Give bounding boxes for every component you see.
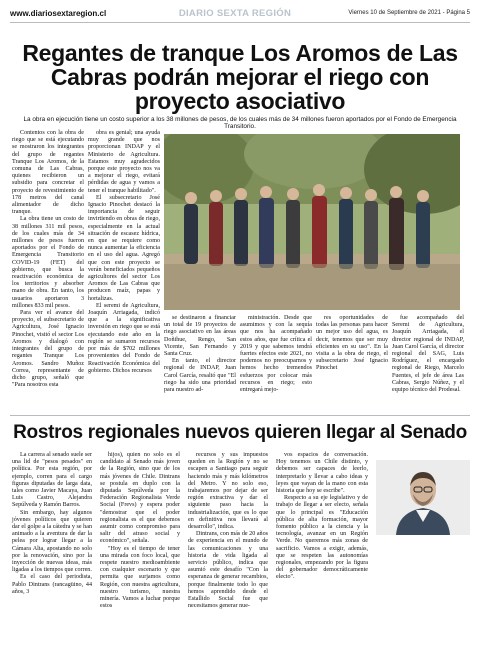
portrait-image bbox=[376, 460, 470, 535]
paragraph: Sin embargo, hay algunos jóvenes políticos que quieren dar el golpe a la cátedra y se han animado a la aventura de dar la pelea por lograr llegar a la Cámara Alta, apostando no solo por la renovación, sino por la inyección de nuevas ideas, más ligadas a los tiempos que corren. bbox=[12, 509, 92, 574]
article2-column-1 bbox=[12, 452, 92, 596]
paragraph: hijos), quien no solo es el candidato al Senado más joven de la Región, sino que de los más jóvenes de Chile. Dintrans se postula en duplo con la diputada Sepúlveda por la Federación Regionalista Verde Social (Frevs) y espera poder "demostrar que el poder regionalista es el que debemos asumir como compromiso para salir del atraso social y económico", señala. bbox=[100, 452, 180, 545]
article1-column-4 bbox=[240, 315, 312, 394]
paragraph: vos espacios de conversación. Hoy tenemos un Chile distinto, y debemos ser capaces de leerlo, interpretarlo y llevar a cabo ideas y leyes que vayan de la mano con esta historia que hoy se escribe". bbox=[276, 452, 368, 495]
paragraph: La obra tiene un costo de 38 millones 311 mil pesos, de los cuales más de 34 millones de pesos fueron aportados por el Fondo de Emergencia Transitorio COVID-19 (FET) del gobierno, que busca la reactivación económica de los territorios y absorber mano de obra. En tanto, los usuarios aportaron 3 millones 833 mil pesos. bbox=[12, 216, 84, 309]
paragraph: recursos y sus impuestos queden en la Región y no se escapen a Santiago para seguir haciendo más y más kilómetros del Metro. Y no solo eso, trabajaremos por dejar de ser región extractiva y dar el siguiente paso hacia la industrialización, que es lo que en definitiva nos llevará al desarrollo", indica. bbox=[188, 452, 268, 531]
paragraph: "Hoy es el tiempo de tener una mirada con foco local, que respete nuestro medioambiente con cualquier escenario y que permita que surjamos como Región, con nuestra agricultura, nuestro turismo, nuestra minería. Vamos a luchar porque estos bbox=[100, 545, 180, 610]
paragraph: Contentos con la obra de riego que se está ejecutando se mostraron los integrantes del grupo de regantes Tranque Los Aromos, de la comuna de Las Cabras, quienes recibieron un subsidio para concretar el proyecto de revestimiento de 178 metros del canal alimentador de dicho tranque. bbox=[12, 130, 84, 216]
article2-column-2 bbox=[100, 452, 180, 610]
article2-column-4 bbox=[276, 452, 368, 582]
paragraph: res oportunidades de todas las personas para hacer un mejor uso del agua, es decir, tenemos que ser muy eficientes en su uso". En la visita a la obra de riego, el subsecretario José Ignacio Pinochet bbox=[316, 315, 388, 372]
paragraph: En tanto, el director regional de INDAP, Juan Carol García, resaltó que "El riego ha sido una prioridad para nuestro ad- bbox=[164, 358, 236, 394]
article1-lede: La obra en ejecución tiene un costo superior a los 38 millones de pesos, de los cuales más de 34 millones fueron aportados por el Fondo de Emergencia Transitorio. bbox=[23, 116, 457, 130]
newspaper-name: DIARIO SEXTA REGIÓN bbox=[178, 7, 292, 19]
paragraph: Respecto a su eje legislativo y de trabajo de llegar a ser electo, señala que lo principal es "Educación pública de alta formación, mayor fomento público a la ciencia y la tecnología, avanzar en un Región Verde. No queremos más zonas de sacrificio. Vamos a exigir, además, que se respeten las autonomías regionales, empezando por la figura del gobernador democráticamente electo". bbox=[276, 495, 368, 581]
candidate-portrait bbox=[376, 460, 470, 535]
group-photo-image bbox=[164, 134, 460, 310]
page-header bbox=[10, 6, 470, 20]
paragraph: Es el caso del periodista, Pablo Dintrans (rancagüino, 44 años, 3 bbox=[12, 574, 92, 595]
site-url[interactable]: www.diariosextaregion.cl bbox=[10, 8, 107, 18]
article-separator bbox=[10, 415, 470, 416]
article2-column-3 bbox=[188, 452, 268, 610]
issue-date: Viernes 10 de Septiembre de 2021 - Página 5 bbox=[348, 10, 470, 16]
paragraph: El seremi de Agricultura, Joaquín Arriagada, indicó que a la significativa inversión en riego que se está ejecutando este año en la región se sumaron recursos por más de $702 millones provenientes del Fondo de Reactivación Económica del gobierno. Dichos recursos bbox=[88, 302, 160, 374]
paragraph: se destinaron a financiar un total de 19 proyectos de riego asociativo en las áreas Doñihue, Rengo, San Vicente, San Fernando y Santa Cruz. bbox=[164, 315, 236, 358]
article1-column-3 bbox=[164, 315, 236, 394]
paragraph: fue acompañado del Seremi de Agricultura, Joaquín Arriagada, el director regional de INDAP, Juan Carol García, el director regional del SAG, Luis Rodríguez, el encargado regional de Riego, Marcelo Fuentes, el jefe de área Las Cabras, Sergio Núñez, y el equipo técnico del Prodesal. bbox=[392, 315, 464, 394]
article1-column-5 bbox=[316, 315, 388, 373]
article1-photo bbox=[164, 134, 460, 310]
paragraph: El subsecretario José Ignacio Pinochet destacó la importancia de seguir invirtiendo en obras de riego, especialmente en la actual situación de escasez hídrica, en que se requiere como nunca aumentar la eficiencia en el uso del agua. Agregó que con este proyecto se verán beneficiados pequeños agricultores del sector Los Aromos de Las Cabras que producen maíz, papas y hortalizas. bbox=[88, 194, 160, 302]
article1-column-2 bbox=[88, 130, 160, 375]
article1-headline: Regantes de tranque Los Aromos de Las Cabras podrán mejorar el riego con proyecto asociativo bbox=[22, 40, 458, 114]
article2-headline: Rostros regionales nuevos quieren llegar al Senado bbox=[13, 422, 467, 443]
article1-column-6 bbox=[392, 315, 464, 394]
paragraph: La carrera al senado suele ser una lid de "pesos pesados" en política. Por esta región, por ejemplo, corren para el cargo figuras diputadas de larga data, tales como Javier Macaya, Juan Luis Castro, Alejandra Sepúlveda y Ramón Barros. bbox=[12, 452, 92, 509]
header-rule bbox=[10, 22, 470, 23]
article1-column-1 bbox=[12, 130, 84, 389]
paragraph: obra es genial; una ayuda muy grande que nos proporcionan INDAP y el Ministerio de Agricultura. Estamos muy agradecidos porque este proyecto nos va a mejorar el riego, evitará pérdidas de agua y vamos a tener el tranque habilitado". bbox=[88, 130, 160, 194]
paragraph: Para ver el avance del proyecto, el subsecretario de Agricultura, José Ignacio Pinochet, visitó el sector Los Aromos y dialogó con integrantes del grupo de regantes Tranque Los Aromos. Sandro Muñoz Correa, representante de dicho grupo, señaló que "Para nosotros esta bbox=[12, 310, 84, 389]
paragraph: Dintrans, con más de 20 años de experiencia en el mundo de las comunicaciones y una historia de vida ligada al servicio público, indica que asumió este desafío "Con la esperanza de generar recambios, porque finalmente todo lo que hemos aprendido desde el Estallido Social fue que necesitamos generar nue- bbox=[188, 531, 268, 610]
paragraph: ministración. Desde que asumimos y con la sequía que nos ha acompañado estos años, que fue crítica el 2019 y que sabemos tendrá fuertes efectos este 2021, no podemos no preocuparnos y hemos hecho tremendos esfuerzos por colocar más recursos en riego; esto entregará mejo- bbox=[240, 315, 312, 394]
